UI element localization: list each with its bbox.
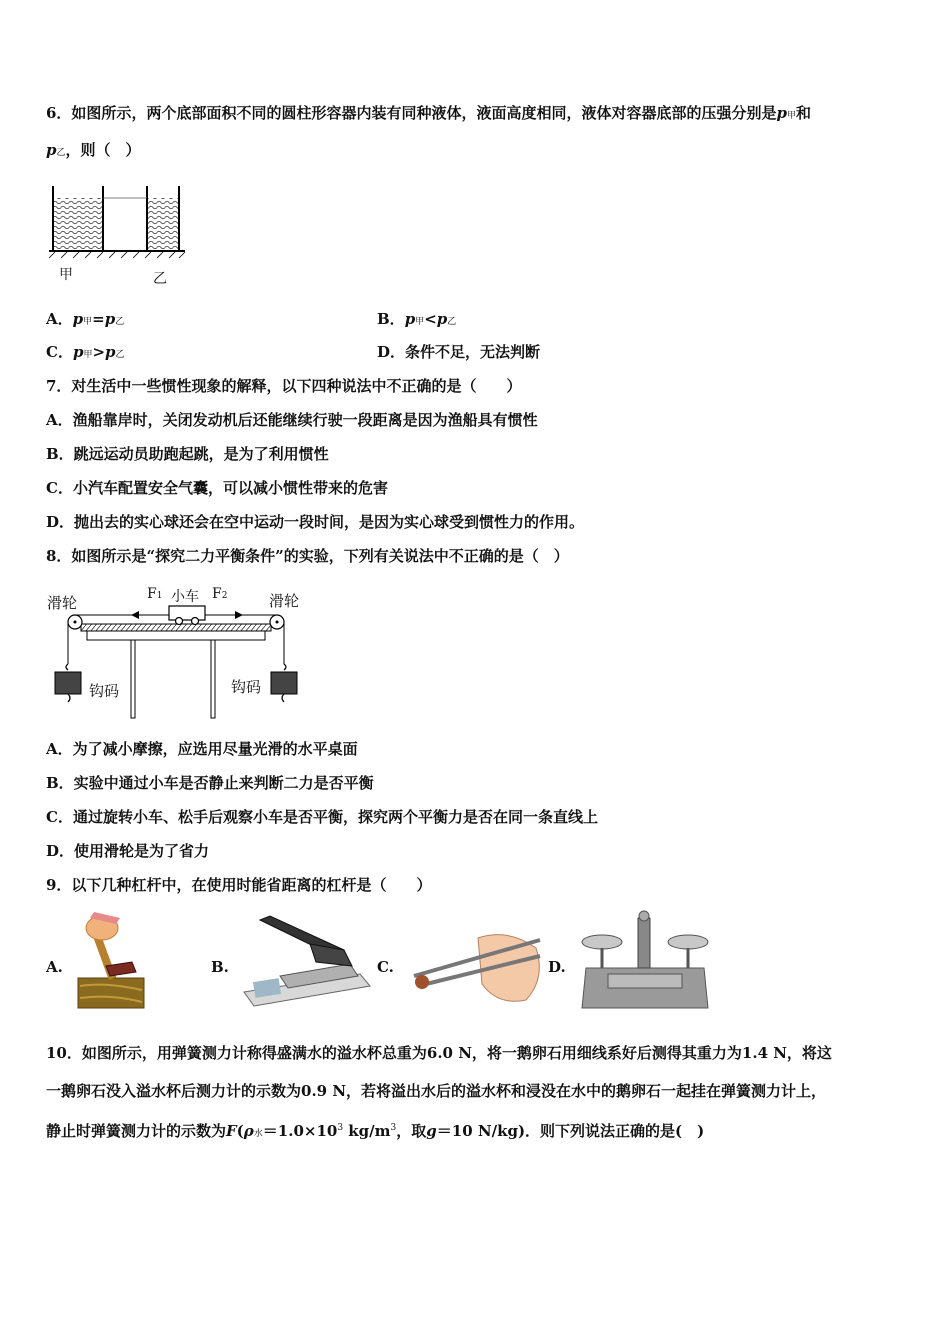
label-weight-left: 钩码 (89, 682, 120, 700)
q8-option-d[interactable]: D．使用滑轮是为了省力 (46, 842, 210, 860)
containers-figure (45, 180, 195, 288)
q6-option-b[interactable]: B．p甲<p乙 (377, 310, 457, 328)
weight-left (55, 672, 81, 694)
q6-option-a[interactable]: A．p甲=p乙 (46, 310, 125, 328)
label-weight-right: 钩码 (231, 678, 262, 696)
q10-line3: 静止时弹簧测力计的示数为F(ρ水$=1.0\times 10^3$ $kg/m^3$，取g＝10 N/kg)．则下列说法正确的是( ) (46, 1122, 705, 1140)
balance-scale-image[interactable] (578, 908, 712, 1012)
label-f1: F1 (147, 586, 163, 602)
q8-option-a[interactable]: A．为了减小摩擦，应选用尽量光滑的水平桌面 (46, 740, 358, 758)
q6-option-c[interactable]: C．p甲>p乙 (46, 343, 125, 361)
q6-option-d[interactable]: D．条件不足，无法判断 (377, 343, 541, 361)
q10-line2: 一鹅卵石没入溢水杯后测力计的示数为0.9 N，若将溢出水后的溢水杯和浸没在水中的鹅卵石一起挂在弹簧测力计上， (46, 1082, 827, 1100)
balance-experiment-figure (45, 584, 315, 720)
q10-line1: 10．如图所示，用弹簧测力计称得盛满水的溢水杯总重为6.0 N，将一鹅卵石用细线系好后测得其重力为1.4 N，将这 (46, 1044, 832, 1062)
q6-stem-line2: p乙，则（ ） (46, 141, 141, 159)
label-cart: 小车 (171, 589, 199, 605)
liquid-right (148, 198, 178, 249)
liquid-left (54, 198, 102, 249)
q8-option-c[interactable]: C．通过旋转小车、松手后观察小车是否平衡，探究两个平衡力是否在同一条直线上 (46, 808, 598, 826)
chopsticks-image[interactable] (408, 928, 546, 1006)
q9-option-a-label[interactable]: A. (46, 958, 63, 976)
q6-stem-line1: 6．如图所示，两个底部面积不同的圆柱形容器内装有同种液体，液面高度相同，液体对容器底部的压强分别是p甲和 (46, 104, 811, 122)
weight-right (271, 672, 297, 694)
q7-option-a[interactable]: A．渔船靠岸时，关闭发动机后还能继续行驶一段距离是因为渔船具有惯性 (46, 411, 538, 429)
q7-option-d[interactable]: D．抛出去的实心球还会在空中运动一段时间，是因为实心球受到惯性力的作用。 (46, 513, 585, 531)
label-yi: 乙 (153, 271, 167, 287)
table-top (81, 624, 271, 631)
label-pulley-right: 滑轮 (269, 592, 300, 610)
q8-stem: 8．如图所示是“探究二力平衡条件”的实验，下列有关说法中不正确的是（ ） (46, 547, 569, 565)
q8-option-b[interactable]: B．实验中通过小车是否静止来判断二力是否平衡 (46, 774, 374, 792)
q9-option-b-label[interactable]: B. (211, 958, 229, 976)
label-f2: F2 (212, 586, 228, 602)
label-jia: 甲 (59, 267, 73, 283)
q9-stem: 9．以下几种杠杆中，在使用时能省距离的杠杆是（ ） (46, 876, 432, 894)
q7-option-b[interactable]: B．跳远运动员助跑起跳，是为了利用惯性 (46, 445, 329, 463)
hammer-image[interactable] (76, 910, 148, 1010)
stapler-image[interactable] (240, 914, 374, 1010)
q7-option-c[interactable]: C．小汽车配置安全气囊，可以减小惯性带来的危害 (46, 479, 388, 497)
q9-option-c-label[interactable]: C. (377, 958, 394, 976)
q7-stem: 7．对生活中一些惯性现象的解释，以下四种说法中不正确的是（ ） (46, 377, 522, 395)
cart (169, 606, 205, 620)
label-pulley-left: 滑轮 (47, 594, 78, 612)
q9-option-d-label[interactable]: D. (548, 958, 566, 976)
